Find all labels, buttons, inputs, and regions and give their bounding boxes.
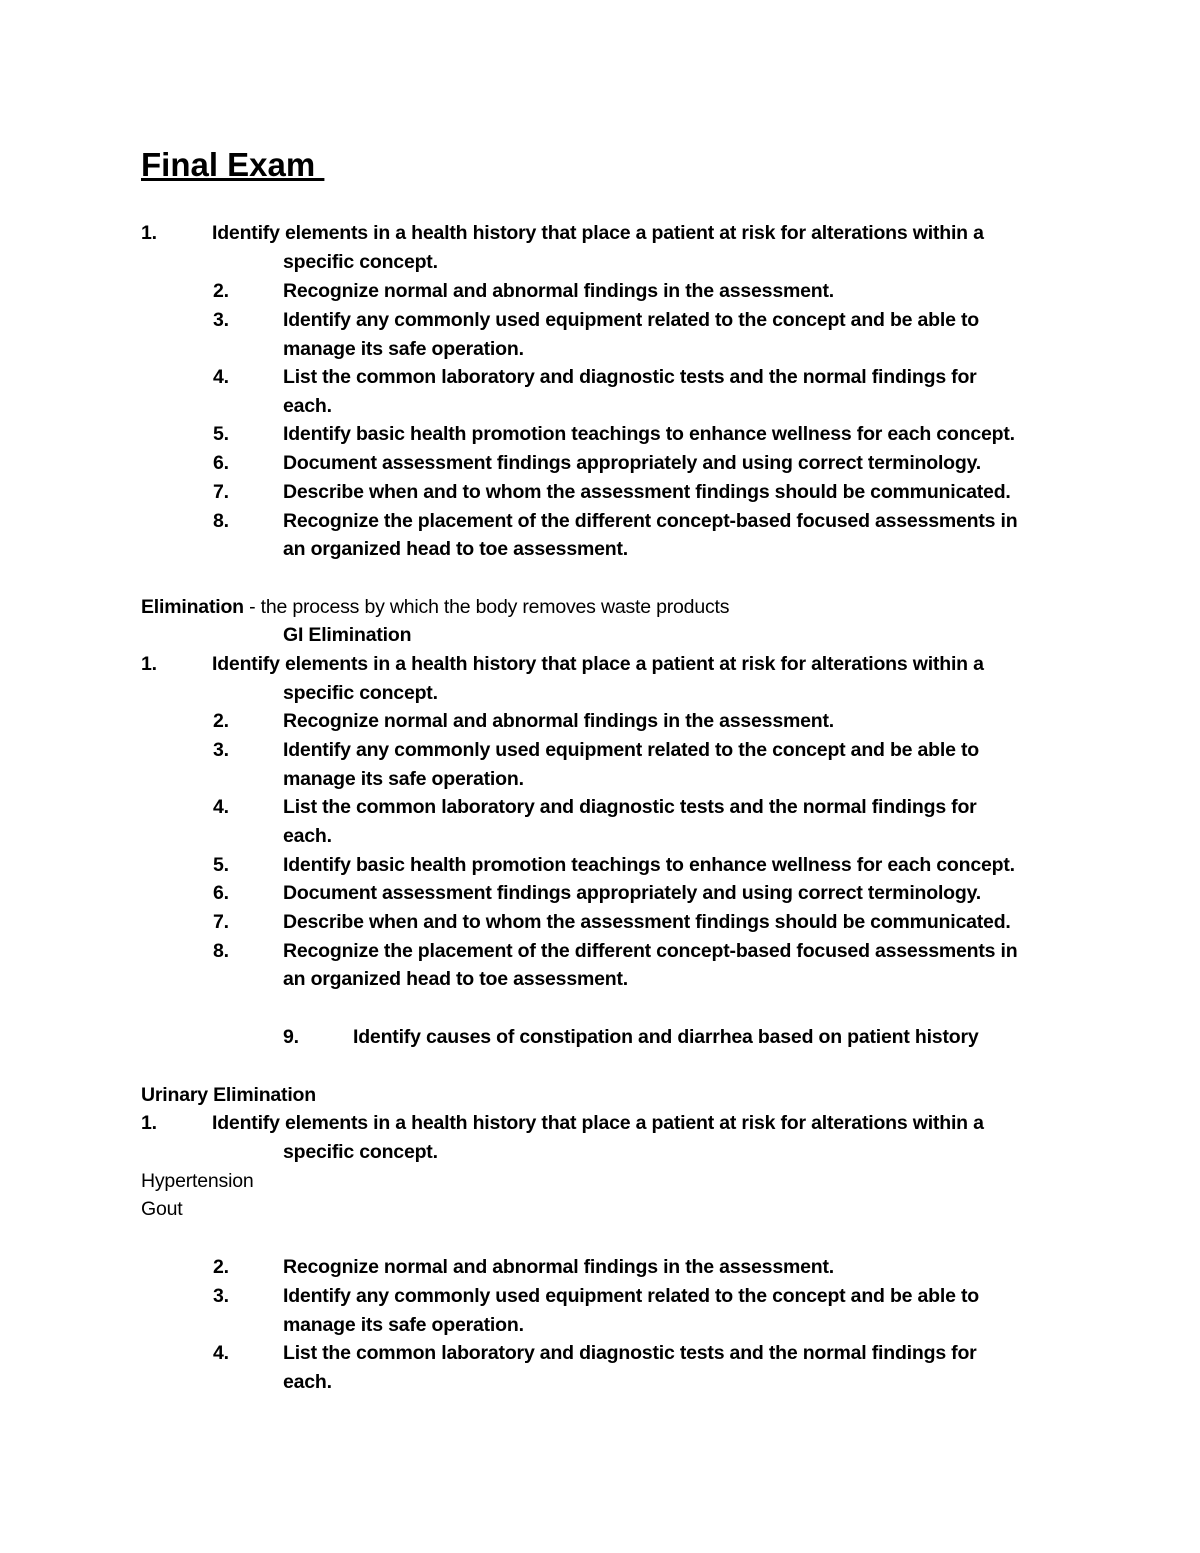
list-item-continuation: each. xyxy=(283,825,332,847)
list-item-continuation: specific concept. xyxy=(283,1141,438,1163)
elimination-definition-text: - the process by which the body removes waste products xyxy=(243,596,730,618)
note-hypertension: Hypertension xyxy=(141,1170,254,1192)
list-item-continuation: specific concept. xyxy=(283,251,438,273)
list-item-continuation: manage its safe operation. xyxy=(283,768,524,790)
urinary-elimination-heading: Urinary Elimination xyxy=(141,1084,316,1106)
gi-elimination-heading: GI Elimination xyxy=(283,624,412,646)
list-item-continuation: specific concept. xyxy=(283,682,438,704)
elimination-definition xyxy=(141,593,729,622)
list-item-continuation: each. xyxy=(283,1371,332,1393)
document-page: Final Exam 1. Identify elements in a health history that place a patient at risk for alterations within a specific concept. 2. Recognize normal and abnormal findings in the assessment. 3. Identify any commonly used equipment related to the concept and be able to manage its safe operation. 4. List the common laboratory and diagnostic tests and the normal findings for each. 5. Identify basic health promotion teachings to enhance wellness for each concept. 6. Document assessment findings appropriately and using correct terminology. 7. Describe when and to whom the assessment findings should be communicated. 8. Recognize the placement of the different concept-based focused assessments in an organized head to toe assessment. Elimination - the process by which the body removes waste products GI Elimination 1. Identify elements in a health history that place a patient at risk for alterations within a specific concept. 2. Recognize normal and abnormal findings in the assessment. 3. Identify any commonly used equipment related to the concept and be able to manage its safe operation. 4. List the common laboratory and diagnostic tests and the normal findings for each. 5. Identify basic health promotion teachings to enhance wellness for each concept. 6. Document assessment findings appropriately and using correct terminology. 7. Describe when and to whom the assessment findings should be communicated. 8. Recognize the placement of the different concept-based focused assessments in an organized head to toe assessment. 9. Identify causes of constipation and diarrhea based on patient history Urinary Elimination 1. Identify elements in a health history that place a patient at risk for alterations within a specific concept. Hypertension Gout 2. Recognize normal and abnormal findings in the assessment. 3. Identify any commonly used equipment related to the concept and be able to manage its safe operation. 4. List the common laboratory and diagnostic tests and the normal findings for each. xyxy=(0,0,1200,1553)
list-item-continuation: an organized head to toe assessment. xyxy=(283,538,628,560)
page-title: Final Exam xyxy=(141,146,325,183)
list-item-continuation: each. xyxy=(283,395,332,417)
list-item-continuation: manage its safe operation. xyxy=(283,338,524,360)
list-item-continuation: manage its safe operation. xyxy=(283,1314,524,1336)
note-gout: Gout xyxy=(141,1198,183,1220)
elimination-term: Elimination xyxy=(141,596,244,618)
list-item-continuation: an organized head to toe assessment. xyxy=(283,968,628,990)
